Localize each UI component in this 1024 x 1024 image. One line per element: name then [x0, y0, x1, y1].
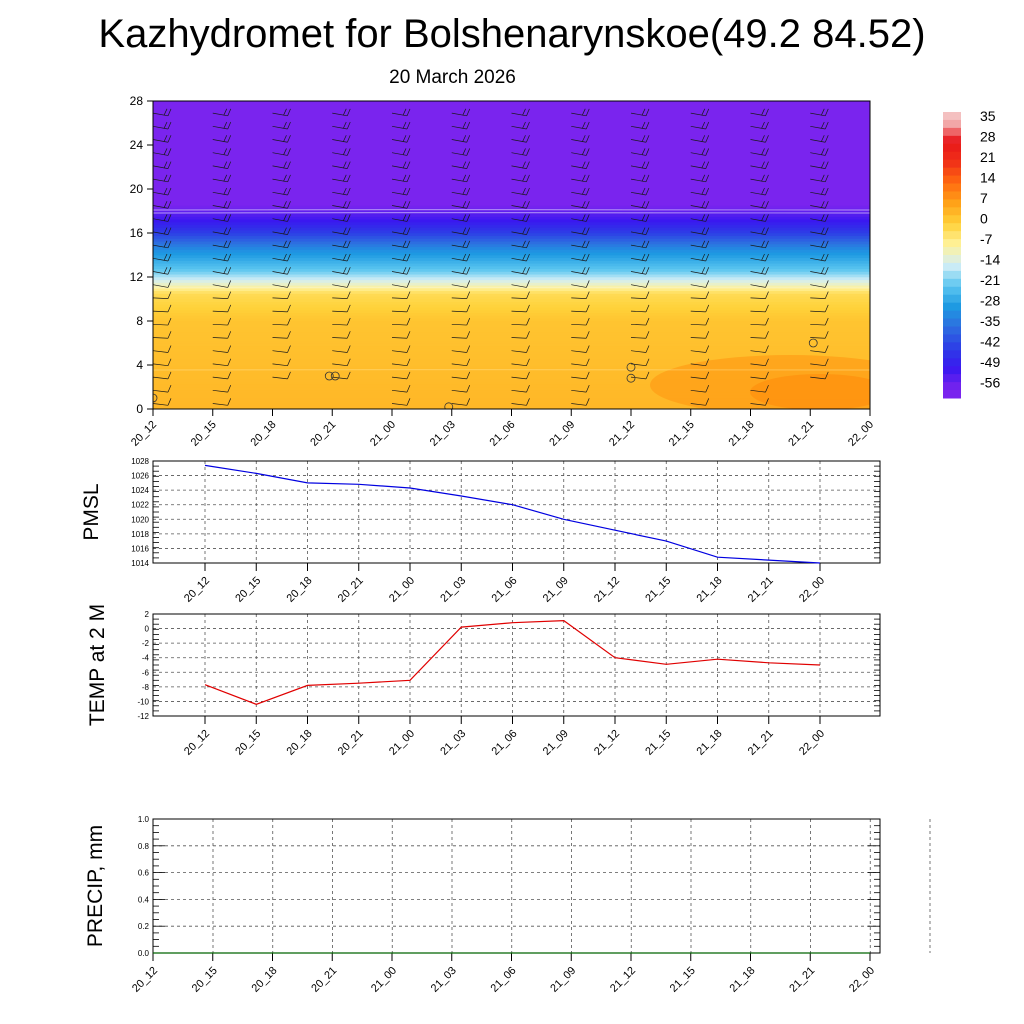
wind-barb-shaft — [870, 219, 885, 222]
y-tick-label: 0.8 — [137, 841, 149, 851]
x-tick-label: 21_12 — [607, 418, 638, 449]
colorbar-box — [943, 279, 961, 287]
wind-barb-flag — [885, 398, 888, 405]
colorbar-box — [943, 319, 961, 327]
precip-panel — [84, 815, 930, 995]
colorbar-box — [943, 207, 961, 215]
x-tick-label: 21_09 — [540, 574, 571, 605]
colorbar-box — [943, 303, 961, 311]
wind-barb-shaft — [870, 166, 885, 169]
x-tick-label: 21_21 — [745, 574, 776, 605]
wind-barb-flag — [881, 201, 884, 208]
calm-wind-circle — [920, 328, 928, 336]
colorbar-box — [943, 176, 961, 184]
y-tick-label: 1014 — [131, 559, 149, 568]
x-tick-label: 21_15 — [643, 727, 674, 758]
wind-barb-flag — [885, 188, 888, 195]
wind-barb-shaft — [870, 192, 885, 195]
x-tick-label: 20_15 — [233, 727, 264, 758]
y-tick-label: 0.0 — [137, 949, 149, 958]
colorbar-box — [943, 255, 961, 263]
colorbar-label: -56 — [980, 374, 1001, 391]
x-tick-label: 20_18 — [284, 574, 315, 605]
wind-barb-flag — [885, 385, 888, 392]
x-tick-label: 21_15 — [667, 964, 698, 995]
y-tick-label: 20 — [129, 182, 143, 196]
y-tick-label: 16 — [129, 226, 143, 240]
wind-barb-flag — [881, 228, 884, 235]
colorbar-label: -35 — [980, 313, 1001, 329]
colorbar-box — [943, 152, 961, 160]
x-tick-label: 21_21 — [745, 727, 776, 758]
wind-barb-flag — [885, 267, 888, 274]
x-tick-label: 20_21 — [308, 418, 339, 449]
colorbar-label: -21 — [980, 272, 1001, 288]
x-tick-label: 21_18 — [694, 727, 725, 758]
y-tick-label: 0 — [144, 624, 149, 634]
colorbar-box — [943, 374, 961, 382]
x-tick-label: 22_00 — [846, 418, 877, 449]
y-tick-label: 4 — [136, 358, 143, 372]
wind-barb-flag — [885, 346, 888, 353]
x-tick-label: 21_03 — [438, 727, 469, 758]
wind-barb-flag — [885, 254, 888, 261]
y-tick-label: 0.2 — [137, 922, 149, 932]
x-tick-label: 21_21 — [786, 418, 817, 449]
y-tick-label: 0.4 — [137, 895, 149, 905]
colorbar-label: 7 — [980, 190, 988, 206]
colorbar-box — [943, 334, 961, 342]
y-tick-label: 1028 — [131, 457, 149, 466]
colorbar-box — [943, 136, 961, 144]
colorbar-box — [943, 350, 961, 358]
x-tick-label: 20_15 — [188, 418, 219, 449]
wind-barb-flag — [885, 280, 888, 287]
colorbar-box — [943, 191, 961, 199]
wind-barb-shaft — [870, 272, 885, 275]
wind-barb-flag — [881, 188, 884, 195]
y-axis-title: PMSL — [80, 483, 103, 541]
y-tick-label: 1024 — [131, 486, 149, 496]
wind-barb-flag — [885, 228, 888, 235]
colorbar-box — [943, 366, 961, 374]
y-tick-label: 28 — [129, 94, 143, 108]
x-tick-label: 21_00 — [369, 964, 400, 995]
colorbar-box — [943, 287, 961, 295]
x-tick-label: 21_06 — [488, 964, 519, 995]
colorbar-box — [943, 382, 961, 390]
x-tick-label: 21_00 — [387, 574, 418, 605]
x-tick-label: 21_15 — [643, 574, 674, 605]
colorbar-label: 21 — [980, 149, 996, 165]
chart-title: Kazhydromet for Bolshenarynskoe(49.2 84.52) — [98, 12, 926, 56]
wind-barb-shaft — [870, 364, 885, 366]
wind-barb-flag — [885, 122, 888, 129]
x-tick-label: 21_03 — [438, 574, 469, 605]
colorbar-box — [943, 390, 961, 398]
colorbar-box — [943, 120, 961, 128]
y-tick-label: -8 — [141, 682, 149, 692]
colorbar-label: -14 — [980, 251, 1001, 268]
wind-barb-flag — [881, 148, 884, 155]
wind-barb-flag — [885, 162, 888, 169]
temp-panel — [86, 604, 880, 758]
wind-barb-flag — [885, 318, 888, 325]
x-tick-label: 21_18 — [727, 964, 758, 995]
x-tick-label: 22_00 — [797, 727, 828, 758]
wind-barb-shaft — [870, 179, 885, 182]
colorbar-label: 35 — [980, 108, 996, 124]
wind-barb-flag — [881, 254, 884, 261]
x-tick-label: 20_21 — [335, 727, 366, 758]
wind-barb-shaft — [870, 311, 885, 312]
panel-frame — [153, 614, 880, 716]
y-tick-label: 8 — [136, 314, 143, 328]
y-tick-label: -6 — [141, 668, 149, 678]
x-tick-label: 21_06 — [487, 418, 518, 449]
wind-barb-shaft — [870, 232, 885, 235]
wind-barb-flag — [885, 109, 888, 116]
colorbar-box — [943, 223, 961, 231]
wind-barb-flag — [885, 292, 888, 299]
x-tick-label: 21_15 — [666, 418, 697, 449]
x-tick-label: 20_12 — [182, 727, 213, 758]
x-tick-label: 21_09 — [540, 727, 571, 758]
wind-barb-flag — [881, 175, 884, 182]
x-tick-label: 21_06 — [489, 574, 520, 605]
colorbar-label: 0 — [980, 210, 988, 227]
panel-frame — [153, 819, 880, 953]
y-tick-label: 24 — [129, 138, 143, 152]
wind-barb-flag — [881, 135, 884, 142]
chart-date: 20 March 2026 — [389, 67, 516, 88]
colorbar-box — [943, 271, 961, 279]
colorbar — [943, 108, 1000, 399]
wind-barb-shaft — [870, 126, 885, 129]
y-tick-label: -10 — [137, 697, 149, 707]
y-tick-label: 1016 — [131, 544, 149, 554]
wind-barb-flag — [881, 109, 884, 116]
y-tick-label: 1026 — [131, 471, 149, 481]
wind-barb-shaft — [870, 404, 885, 406]
wind-barb-shaft — [870, 390, 885, 392]
x-tick-label: 21_12 — [608, 964, 639, 995]
wind-barb-flag — [885, 175, 888, 182]
colorbar-box — [943, 199, 961, 207]
colorbar-box — [943, 342, 961, 350]
colorbar-label: -49 — [980, 354, 1001, 370]
wind-barb-shaft — [870, 351, 885, 353]
pmsl-panel — [80, 457, 880, 605]
wind-barb-shaft — [870, 324, 885, 325]
wind-barb-shaft — [870, 140, 885, 143]
wind-barb-flag — [881, 162, 884, 169]
wind-barb-flag — [881, 122, 884, 129]
x-tick-label: 20_18 — [248, 418, 279, 449]
colorbar-box — [943, 168, 961, 176]
x-tick-label: 21_18 — [726, 418, 757, 449]
colorbar-box — [943, 327, 961, 335]
y-tick-label: 12 — [129, 270, 143, 284]
wind-barb-flag — [881, 214, 884, 221]
x-tick-label: 20_15 — [189, 964, 220, 995]
y-tick-label: -4 — [141, 653, 149, 663]
wind-barb-shaft — [870, 298, 885, 299]
x-tick-label: 20_18 — [249, 964, 280, 995]
colorbar-box — [943, 358, 961, 366]
colorbar-box — [943, 263, 961, 271]
wind-barb-shaft — [870, 245, 885, 248]
warm-surface-core — [750, 374, 890, 410]
wind-barb-flag — [881, 241, 884, 248]
x-tick-label: 21_09 — [548, 964, 579, 995]
x-tick-label: 21_00 — [368, 418, 399, 449]
y-tick-label: 1018 — [131, 529, 149, 539]
wind-barb-shaft — [870, 206, 885, 209]
x-tick-label: 21_21 — [787, 964, 818, 995]
colorbar-box — [943, 215, 961, 223]
colorbar-box — [943, 231, 961, 239]
wind-barb-flag — [881, 267, 884, 274]
colorbar-box — [943, 295, 961, 303]
colorbar-label: -42 — [980, 333, 1001, 350]
colorbar-box — [943, 128, 961, 136]
wind-barb-shaft — [870, 377, 885, 379]
x-tick-label: 20_21 — [335, 574, 366, 605]
temperature-field — [153, 101, 930, 415]
wind-barb-flag — [885, 359, 888, 366]
x-tick-label: 20_18 — [284, 727, 315, 758]
colorbar-box — [943, 160, 961, 168]
wind-barb-shaft — [870, 338, 885, 339]
colorbar-box — [943, 311, 961, 319]
x-tick-label: 22_00 — [797, 574, 828, 605]
wind-barb-shaft — [870, 258, 885, 261]
y-tick-label: 0 — [136, 402, 143, 416]
x-tick-label: 21_00 — [387, 727, 418, 758]
x-tick-label: 21_03 — [428, 964, 459, 995]
y-axis-title: TEMP at 2 M — [86, 603, 109, 727]
colorbar-box — [943, 184, 961, 192]
wind-barb-shaft — [870, 285, 885, 288]
panel-frame — [153, 461, 880, 563]
y-tick-label: 1020 — [131, 515, 149, 525]
x-tick-label: 20_15 — [233, 574, 264, 605]
y-tick-label: 2 — [144, 610, 149, 619]
colorbar-label: -28 — [980, 292, 1001, 309]
x-tick-label: 20_12 — [129, 418, 160, 449]
wind-barb-flag — [885, 135, 888, 142]
y-axis-title: PRECIP, mm — [84, 824, 107, 948]
colorbar-box — [943, 112, 961, 120]
x-tick-label: 21_18 — [694, 574, 725, 605]
x-tick-label: 21_12 — [592, 727, 623, 758]
x-tick-label: 21_12 — [592, 574, 623, 605]
y-tick-label: -2 — [141, 639, 149, 649]
wind-barb-flag — [885, 372, 888, 379]
wind-barb-shaft — [870, 113, 885, 116]
x-tick-label: 20_21 — [309, 964, 340, 995]
y-tick-label: 0.6 — [137, 868, 149, 878]
wind-barb-flag — [885, 214, 888, 221]
wind-barb-flag — [885, 241, 888, 248]
colorbar-box — [943, 247, 961, 255]
x-tick-label: 21_09 — [547, 418, 578, 449]
wind-barb-shaft — [870, 153, 885, 156]
wind-barb-flag — [885, 305, 888, 312]
wind-barb-flag — [885, 331, 888, 338]
colorbar-box — [943, 239, 961, 247]
y-tick-label: 1022 — [131, 500, 149, 510]
colorbar-label: 28 — [980, 128, 996, 145]
y-tick-label: 1.0 — [137, 815, 149, 824]
colorbar-box — [943, 144, 961, 152]
wind-barb-flag — [885, 201, 888, 208]
wind-barb-flag — [885, 148, 888, 155]
y-tick-label: -12 — [137, 712, 149, 721]
x-tick-label: 22_00 — [847, 964, 878, 995]
x-tick-label: 21_06 — [489, 727, 520, 758]
colorbar-label: 14 — [980, 169, 996, 186]
x-tick-label: 20_12 — [182, 574, 213, 605]
x-tick-label: 21_03 — [427, 418, 458, 449]
colorbar-label: -7 — [980, 231, 993, 247]
x-tick-label: 20_12 — [130, 964, 161, 995]
